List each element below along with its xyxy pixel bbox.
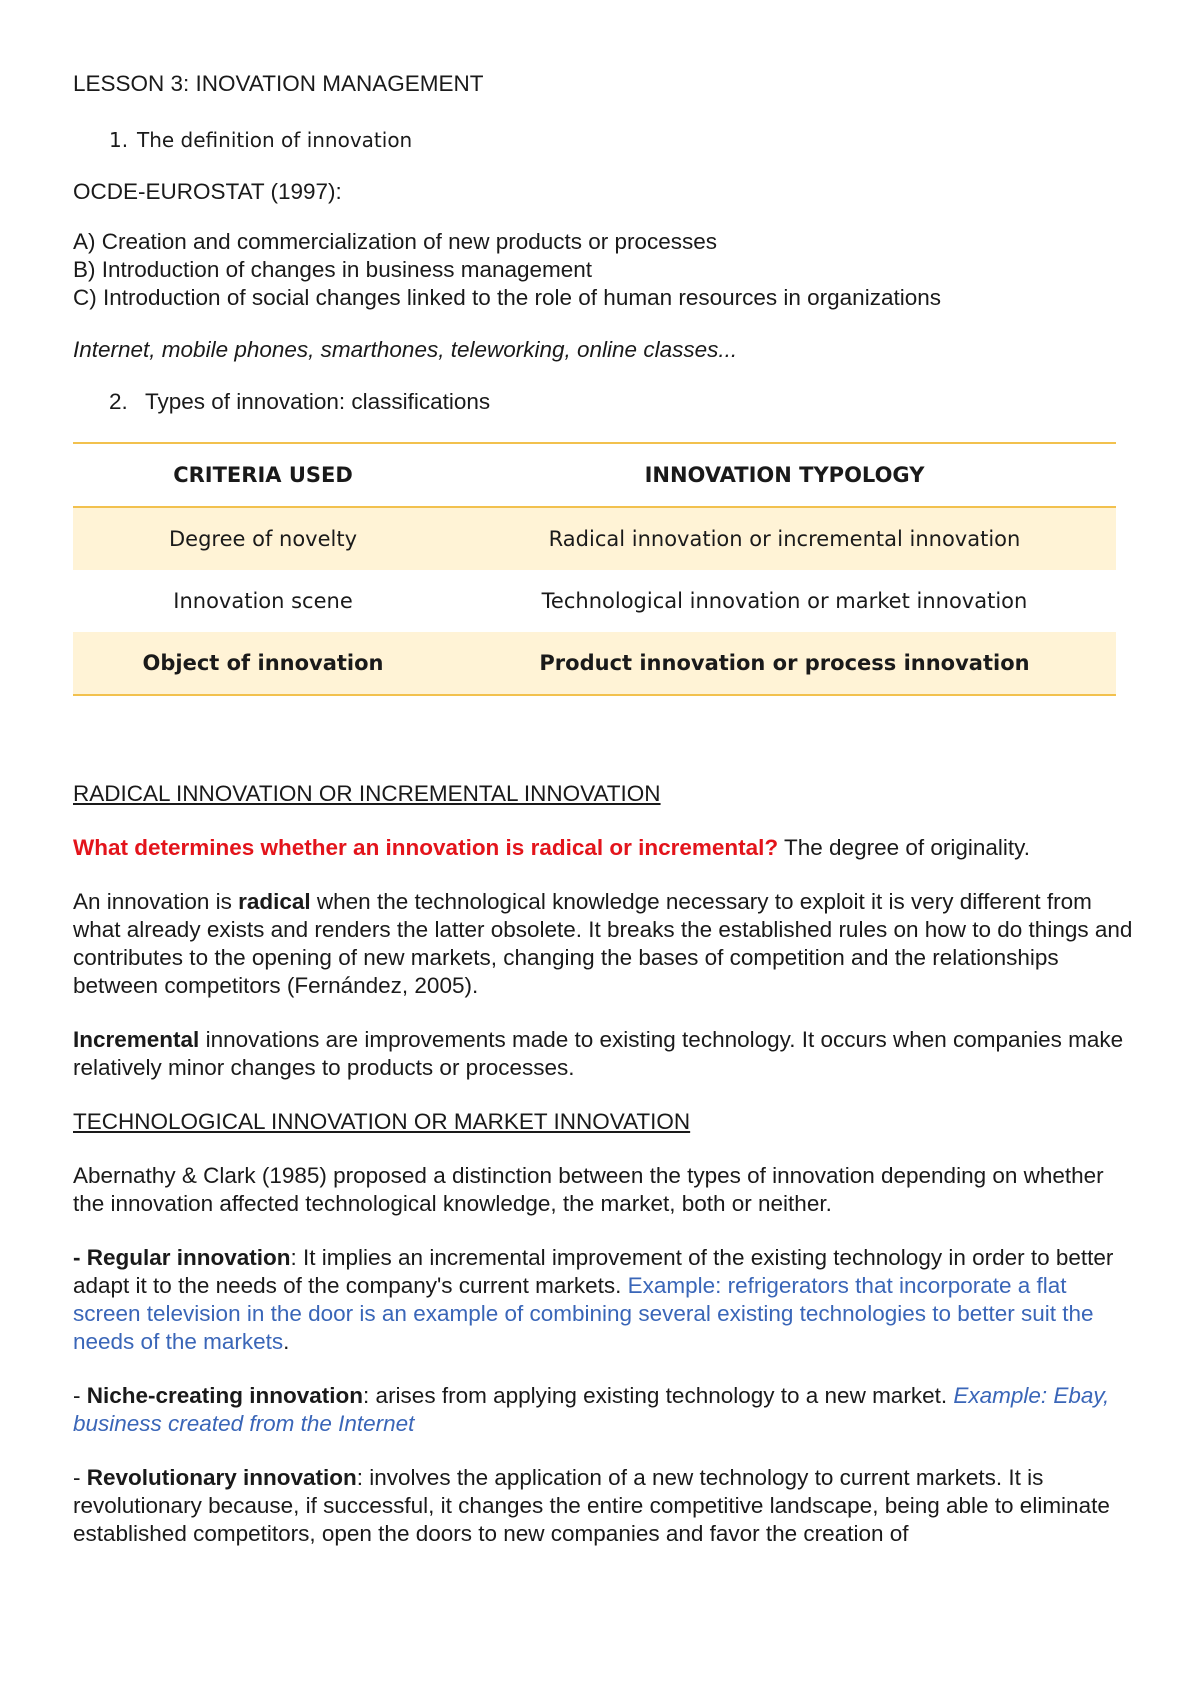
revolutionary-text: : involves the application of a new technology to current markets. It is revolutionary because, if successful, it changes the entire competitive landscape, being able to eliminate established competitors, open the doors to new companies and favor the creation of	[73, 1465, 1110, 1546]
regular-end: .	[283, 1329, 290, 1354]
revolutionary-term: Revolutionary innovation	[86, 1465, 357, 1490]
table-row	[73, 507, 1116, 570]
table-cell: Product innovation or process innovation	[539, 651, 1030, 675]
tech-intro: Abernathy & Clark (1985) proposed a distinction between the types of innovation depending on whether the innovation affected technological knowledge, the market, both or neither.	[73, 1163, 1104, 1216]
revolutionary-innovation	[73, 1464, 1133, 1548]
definition-item: C) Introduction of social changes linked to the role of human resources in organizations	[73, 285, 941, 310]
section-1-title: The definition of innovation	[137, 128, 413, 152]
radical-text: when the technological knowledge necessary to exploit it is very different from what already exists and renders the latter obsolete. It breaks the established rules on how to do things and contributes to the opening of new markets, changing the bases of competition and the relationships between competitors (Fernández, 2005).	[73, 889, 1133, 998]
radical-question-paragraph	[73, 834, 1133, 862]
section-2-title: Types of innovation: classifications	[145, 389, 491, 414]
section-1-number: 1.	[109, 128, 129, 152]
table-cell: Radical innovation or incremental innovation	[548, 527, 1021, 551]
radical-answer: The degree of originality.	[778, 835, 1030, 860]
table-cell: Degree of novelty	[168, 527, 358, 551]
incremental-term: Incremental	[73, 1027, 200, 1052]
table-header-typology: INNOVATION TYPOLOGY	[644, 463, 925, 487]
radical-section-heading: RADICAL INNOVATION OR INCREMENTAL INNOVATION	[73, 781, 661, 806]
definition-item: B) Introduction of changes in business management	[73, 257, 593, 282]
section-1-heading	[109, 126, 1133, 154]
section-2-number: 2.	[109, 389, 128, 414]
incremental-definition	[73, 1026, 1133, 1082]
examples-italic: Internet, mobile phones, smarthones, teleworking, online classes...	[73, 337, 738, 362]
regular-innovation	[73, 1244, 1133, 1356]
definition-list	[73, 228, 1133, 312]
table-cell: Technological innovation or market innovation	[541, 589, 1028, 613]
niche-example: Example: Ebay, business created from the Internet	[73, 1383, 1110, 1436]
table-header-criteria: CRITERIA USED	[173, 463, 353, 487]
regular-dash: -	[73, 1245, 87, 1270]
niche-dash: -	[73, 1383, 87, 1408]
document-page	[73, 70, 1133, 1574]
section-2-heading	[109, 388, 1133, 416]
radical-pre: An innovation is	[73, 889, 239, 914]
radical-definition	[73, 888, 1133, 1000]
regular-text: : It implies an incremental improvement of the existing technology in order to better adapt it to the needs of the company's current markets.	[73, 1245, 1114, 1298]
niche-term: Niche-creating innovation	[86, 1383, 364, 1408]
regular-example: Example: refrigerators that incorporate a flat screen television in the door is an example of combining several existing technologies to better suit the needs of the markets	[73, 1273, 1094, 1354]
radical-term: radical	[238, 889, 311, 914]
revolutionary-dash: -	[73, 1465, 87, 1490]
definition-source: OCDE-EUROSTAT (1997):	[73, 179, 342, 204]
incremental-text: innovations are improvements made to existing technology. It occurs when companies make relatively minor changes to products or processes.	[73, 1027, 1124, 1080]
tech-section-heading: TECHNOLOGICAL INNOVATION OR MARKET INNOVATION	[73, 1109, 691, 1134]
regular-term: Regular innovation	[86, 1245, 291, 1270]
table-cell: Object of innovation	[142, 651, 384, 675]
lesson-title: LESSON 3: INOVATION MANAGEMENT	[73, 71, 484, 96]
table-row	[73, 632, 1116, 695]
table-cell: Innovation scene	[173, 589, 353, 613]
niche-text: : arises from applying existing technology to a new market.	[363, 1383, 954, 1408]
table-header-row	[73, 443, 1116, 507]
table-row	[73, 570, 1116, 632]
definition-item: A) Creation and commercialization of new products or processes	[73, 229, 718, 254]
niche-innovation	[73, 1382, 1133, 1438]
classification-table	[73, 442, 1116, 696]
radical-question: What determines whether an innovation is radical or incremental?	[73, 835, 779, 860]
